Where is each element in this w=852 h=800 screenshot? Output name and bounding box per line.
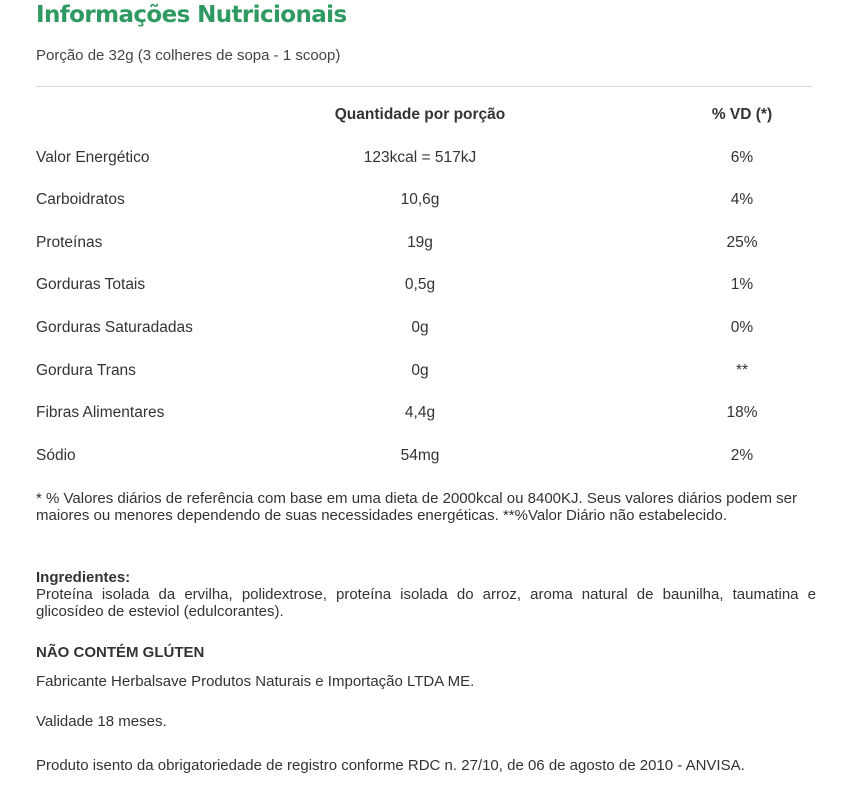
nutrient-name: Gordura Trans — [36, 361, 136, 379]
nutrient-daily-value: 2% — [730, 446, 754, 464]
nutrient-daily-value: 4% — [730, 191, 754, 209]
header-daily-value: % VD (*) — [711, 106, 773, 123]
ingredients-label: Ingredientes: — [36, 569, 131, 586]
table-row — [36, 447, 812, 490]
nutrient-name: Gorduras Totais — [36, 276, 146, 294]
divider — [36, 86, 812, 87]
table-row — [36, 191, 812, 234]
nutrient-daily-value: ** — [735, 361, 749, 379]
nutrient-name: Fibras Alimentares — [36, 404, 165, 422]
table-row — [36, 234, 812, 277]
nutrient-name: Proteínas — [36, 233, 103, 251]
table-row — [36, 149, 812, 192]
nutrition-table — [36, 106, 812, 489]
nutrient-quantity: 0,5g — [404, 276, 436, 294]
nutrient-daily-value: 1% — [730, 276, 754, 294]
nutrient-quantity: 19g — [407, 233, 433, 251]
table-header — [36, 106, 812, 149]
table-row — [36, 404, 812, 447]
table-row — [36, 362, 812, 405]
table-row — [36, 276, 812, 319]
nutrient-name: Sódio — [36, 446, 76, 464]
nutrient-daily-value: 0% — [730, 318, 754, 336]
daily-value-footnote: * % Valores diários de referência com base em uma dieta de 2000kcal ou 8400KJ. Seus valores diários podem ser maiores ou menores dependendo de suas necessidades energéticas. **%Valor Diário não estabelecido. — [36, 490, 797, 524]
nutrient-daily-value: 6% — [730, 148, 754, 166]
validity-info: Validade 18 meses. — [36, 713, 167, 730]
nutrient-quantity: 0g — [411, 361, 429, 379]
nutrient-daily-value: 25% — [726, 233, 758, 251]
nutrient-name: Gorduras Saturadadas — [36, 318, 193, 336]
registration-exemption: Produto isento da obrigatoriedade de registro conforme RDC n. 27/10, de 06 de agosto de 2010 - ANVISA. — [36, 757, 745, 774]
nutrient-quantity: 54mg — [400, 446, 440, 464]
nutrient-quantity: 4,4g — [404, 404, 436, 422]
nutrient-name: Valor Energético — [36, 148, 150, 166]
gluten-notice: NÃO CONTÉM GLÚTEN — [36, 644, 205, 661]
nutrient-quantity: 10,6g — [400, 191, 440, 209]
header-quantity: Quantidade por porção — [334, 106, 506, 123]
manufacturer-info: Fabricante Herbalsave Produtos Naturais e Importação LTDA ME. — [36, 673, 475, 690]
nutrient-name: Carboidratos — [36, 191, 125, 209]
ingredients-section — [36, 569, 816, 620]
nutrient-daily-value: 18% — [726, 404, 758, 422]
ingredients-text: Proteína isolada da ervilha, polidextrose, proteína isolada do arroz, aroma natural de baunilha, taumatina e glicosídeo de esteviol (edulcorantes). — [36, 586, 816, 620]
nutrient-quantity: 123kcal = 517kJ — [363, 148, 477, 166]
table-row — [36, 319, 812, 362]
portion-size: Porção de 32g (3 colheres de sopa - 1 scoop) — [36, 47, 341, 64]
nutrient-quantity: 0g — [411, 318, 429, 336]
page-title: Informações Nutricionais — [36, 2, 347, 28]
